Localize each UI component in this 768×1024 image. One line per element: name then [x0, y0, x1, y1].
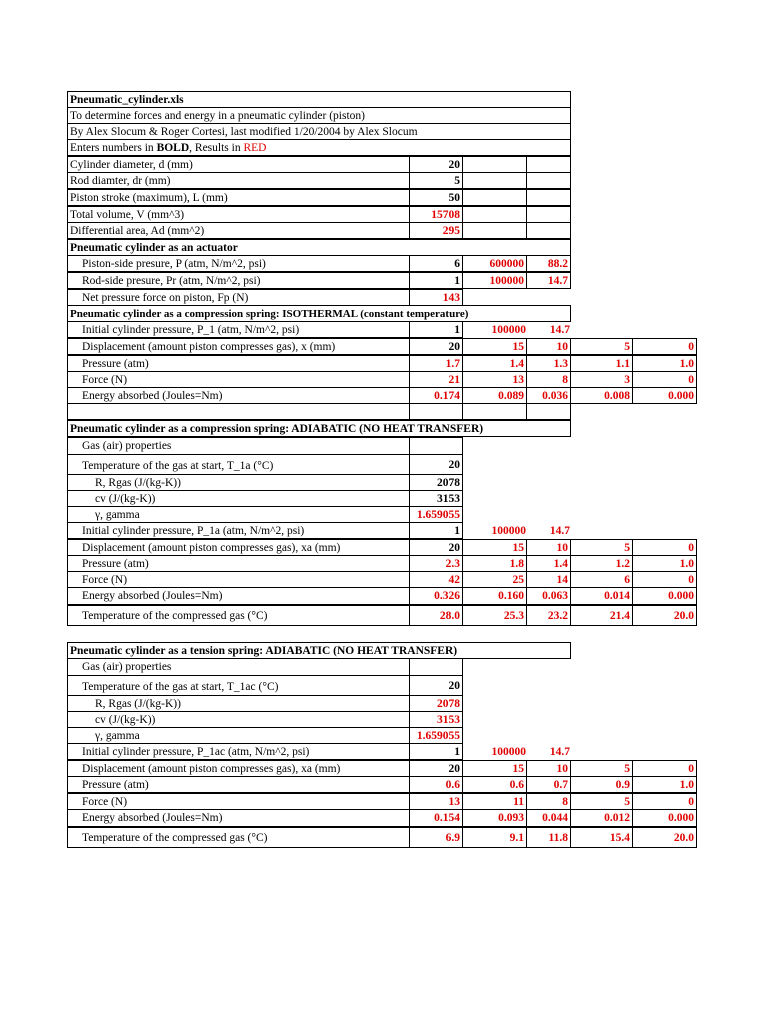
- table-row-label: Pressure (atm): [67, 355, 410, 372]
- table-value: 0: [632, 571, 697, 588]
- table-row-label: Displacement (amount piston compresses gas), x (mm): [67, 338, 410, 355]
- geometry-label: Cylinder diameter, d (mm): [67, 156, 410, 173]
- geometry-label: Total volume, V (mm^3): [67, 206, 410, 223]
- table-value: 15: [462, 338, 527, 355]
- table-value: 5: [570, 539, 633, 556]
- table-value: 1.0: [632, 555, 697, 572]
- actuator-value-psi: 88.2: [526, 255, 571, 272]
- initial-pressure-atm: 1: [409, 321, 463, 338]
- table-row-label: Temperature of the compressed gas (°C): [67, 827, 410, 848]
- authors-text: By Alex Slocum & Roger Cortesi, last modified 1/20/2004 by Alex Slocum: [67, 123, 571, 140]
- table-value: 25: [462, 571, 527, 588]
- table-value: 8: [526, 371, 571, 388]
- adiabatic-comp-title: [67, 420, 571, 437]
- table-row-label: Force (N): [67, 371, 410, 388]
- empty-cell: [526, 189, 571, 206]
- geometry-value: 20: [409, 156, 463, 173]
- table-value: 15.4: [570, 827, 633, 848]
- table-value: 20: [409, 338, 463, 355]
- table-value: 1.0: [632, 776, 697, 793]
- table-row-label: Force (N): [67, 571, 410, 588]
- empty-cell: [409, 403, 463, 420]
- initial-pressure-pa: 100000: [491, 324, 526, 336]
- empty-cell: [409, 437, 463, 455]
- table-value: 5: [570, 760, 633, 777]
- rgas-value: 2078: [409, 474, 463, 491]
- empty-cell: [409, 658, 463, 676]
- gas-properties-label: Gas (air) properties: [67, 437, 410, 455]
- geometry-label: Piston stroke (maximum), L (mm): [67, 189, 410, 206]
- legend-red: RED: [243, 142, 267, 154]
- empty-cell: [462, 403, 527, 420]
- table-value: 0: [632, 338, 697, 355]
- actuator-value: 143: [409, 289, 463, 306]
- adiabatic-tens-title-pre: Pneumatic cylinder as a tension spring:: [70, 645, 266, 657]
- gamma-label: γ, gamma: [67, 506, 410, 523]
- table-value: 1.0: [632, 355, 697, 372]
- rgas-value: 2078: [409, 695, 463, 712]
- empty-cell: [526, 172, 571, 189]
- initial-pressure-label: Initial cylinder pressure, P_1a (atm, N/m^2, psi): [67, 522, 410, 539]
- table-row-label: Energy absorbed (Joules=Nm): [67, 587, 410, 605]
- table-value: 0.093: [462, 809, 527, 827]
- table-row-label: Pressure (atm): [67, 555, 410, 572]
- table-value: 28.0: [409, 605, 463, 626]
- initial-pressure-label: Initial cylinder pressure, P_1ac (atm, N/m^2, psi): [67, 743, 410, 760]
- actuator-label: Net pressure force on piston, Fp (N): [67, 289, 410, 306]
- file-title: Pneumatic_cylinder.xls: [67, 91, 571, 108]
- table-value: 0: [632, 539, 697, 556]
- actuator-value-psi: 14.7: [526, 272, 571, 289]
- table-value: 9.1: [462, 827, 527, 848]
- table-value: 0.000: [632, 809, 697, 827]
- geometry-value: 5: [409, 172, 463, 189]
- gas-properties-label: Gas (air) properties: [67, 658, 410, 676]
- initial-pressure-psi: 14.7: [549, 324, 570, 336]
- table-value: 1.8: [462, 555, 527, 572]
- geometry-value: 15708: [409, 206, 463, 223]
- table-value: 0.063: [526, 587, 571, 605]
- gamma-value: 1.659055: [409, 506, 463, 523]
- table-value: 11.8: [526, 827, 571, 848]
- adiabatic-comp-title-pre: Pneumatic cylinder as a compression spring:: [70, 423, 292, 435]
- table-value: 0.000: [632, 587, 697, 605]
- table-value: 21: [409, 371, 463, 388]
- table-value: 0.089: [462, 387, 527, 404]
- adiabatic-tens-title: [67, 642, 571, 659]
- legend-pre: Enters numbers in: [70, 142, 157, 154]
- empty-cell: [462, 222, 527, 239]
- table-value: 0.000: [632, 387, 697, 404]
- table-value: 20: [409, 760, 463, 777]
- table-value: 0.9: [570, 776, 633, 793]
- geometry-value: 50: [409, 189, 463, 206]
- table-value: 10: [526, 539, 571, 556]
- table-value: 0: [632, 371, 697, 388]
- start-temperature-label: Temperature of the gas at start, T_1ac (°C): [67, 675, 410, 696]
- empty-cell: [462, 206, 527, 223]
- table-value: 42: [409, 571, 463, 588]
- table-value: 15: [462, 539, 527, 556]
- adiabatic-tens-title-post: ADIABATIC (NO HEAT TRANSFER): [265, 645, 458, 657]
- cv-value: 3153: [409, 490, 463, 507]
- table-row-label: Displacement (amount piston compresses gas), xa (mm): [67, 760, 410, 777]
- table-value: 0.174: [409, 387, 463, 404]
- table-value: 0.012: [570, 809, 633, 827]
- purpose-text: To determine forces and energy in a pneumatic cylinder (piston): [67, 107, 571, 124]
- table-value: 23.2: [526, 605, 571, 626]
- initial-pressure-atm: 1: [409, 743, 463, 760]
- cv-label: cv (J/(kg-K)): [67, 711, 410, 728]
- empty-cell: [67, 403, 410, 420]
- table-value: 13: [462, 371, 527, 388]
- table-row-label: Energy absorbed (Joules=Nm): [67, 387, 410, 404]
- table-row-label: Temperature of the compressed gas (°C): [67, 605, 410, 626]
- legend-bold: BOLD: [156, 142, 190, 154]
- empty-cell: [462, 189, 527, 206]
- cv-label: cv (J/(kg-K)): [67, 490, 410, 507]
- legend-text: [67, 139, 571, 156]
- gamma-value: 1.659055: [409, 727, 463, 744]
- actuator-label: Rod-side presure, Pr (atm, N/m^2, psi): [67, 272, 410, 289]
- table-value: 0: [632, 793, 697, 810]
- table-value: 0.326: [409, 587, 463, 605]
- cv-value: 3153: [409, 711, 463, 728]
- table-value: 0.014: [570, 587, 633, 605]
- table-value: 1.3: [526, 355, 571, 372]
- initial-pressure-pa: 100000: [491, 525, 526, 537]
- start-temperature-label: Temperature of the gas at start, T_1a (°C): [67, 454, 410, 475]
- table-value: 0.6: [462, 776, 527, 793]
- table-value: 1.2: [570, 555, 633, 572]
- empty-cell: [462, 156, 527, 173]
- table-value: 0.154: [409, 809, 463, 827]
- table-row-label: Force (N): [67, 793, 410, 810]
- actuator-value: 1: [409, 272, 463, 289]
- table-value: 20.0: [632, 827, 697, 848]
- start-temperature-value: 20: [409, 454, 463, 475]
- adiabatic-comp-title-post: ADIABATIC (NO HEAT TRANSFER): [291, 423, 484, 435]
- table-value: 1.4: [526, 555, 571, 572]
- table-value: 21.4: [570, 605, 633, 626]
- table-row-label: Energy absorbed (Joules=Nm): [67, 809, 410, 827]
- table-value: 1.1: [570, 355, 633, 372]
- table-value: 13: [409, 793, 463, 810]
- geometry-label: Differential area, Ad (mm^2): [67, 222, 410, 239]
- table-value: 8: [526, 793, 571, 810]
- table-value: 6: [570, 571, 633, 588]
- empty-cell: [526, 156, 571, 173]
- initial-pressure-label: Initial cylinder pressure, P_1 (atm, N/m^2, psi): [67, 321, 410, 338]
- table-row-label: Pressure (atm): [67, 776, 410, 793]
- table-value: 0.044: [526, 809, 571, 827]
- initial-pressure-psi: 14.7: [549, 746, 570, 758]
- empty-cell: [526, 222, 571, 239]
- legend-mid: , Results in: [189, 142, 244, 154]
- initial-pressure-pa: 100000: [491, 746, 526, 758]
- start-temperature-value: 20: [409, 675, 463, 696]
- table-value: 0.6: [409, 776, 463, 793]
- table-value: 0.008: [570, 387, 633, 404]
- table-value: 5: [570, 793, 633, 810]
- empty-cell: [526, 206, 571, 223]
- actuator-value-pa: 600000: [462, 255, 527, 272]
- table-value: 0.036: [526, 387, 571, 404]
- table-value: 10: [526, 338, 571, 355]
- isothermal-title: Pneumatic cylinder as a compression spring: ISOTHERMAL (constant temperature): [67, 305, 571, 322]
- rgas-label: R, Rgas (J/(kg-K)): [67, 474, 410, 491]
- table-value: 5: [570, 338, 633, 355]
- table-value: 11: [462, 793, 527, 810]
- empty-cell: [526, 403, 571, 420]
- actuator-label: Piston-side presure, P (atm, N/m^2, psi): [67, 255, 410, 272]
- geometry-value: 295: [409, 222, 463, 239]
- rgas-label: R, Rgas (J/(kg-K)): [67, 695, 410, 712]
- table-value: 25.3: [462, 605, 527, 626]
- table-value: 0.160: [462, 587, 527, 605]
- table-value: 0: [632, 760, 697, 777]
- initial-pressure-atm: 1: [409, 522, 463, 539]
- actuator-value-pa: 100000: [462, 272, 527, 289]
- table-value: 15: [462, 760, 527, 777]
- table-value: 20.0: [632, 605, 697, 626]
- empty-cell: [462, 172, 527, 189]
- table-value: 14: [526, 571, 571, 588]
- table-value: 10: [526, 760, 571, 777]
- table-value: 0.7: [526, 776, 571, 793]
- table-row-label: Displacement (amount piston compresses gas), xa (mm): [67, 539, 410, 556]
- table-value: 20: [409, 539, 463, 556]
- table-value: 2.3: [409, 555, 463, 572]
- geometry-label: Rod diamter, dr (mm): [67, 172, 410, 189]
- table-value: 6.9: [409, 827, 463, 848]
- initial-pressure-psi: 14.7: [549, 525, 570, 537]
- table-value: 1.4: [462, 355, 527, 372]
- actuator-title: Pneumatic cylinder as an actuator: [67, 239, 571, 256]
- gamma-label: γ, gamma: [67, 727, 410, 744]
- actuator-value: 6: [409, 255, 463, 272]
- table-value: 1.7: [409, 355, 463, 372]
- table-value: 3: [570, 371, 633, 388]
